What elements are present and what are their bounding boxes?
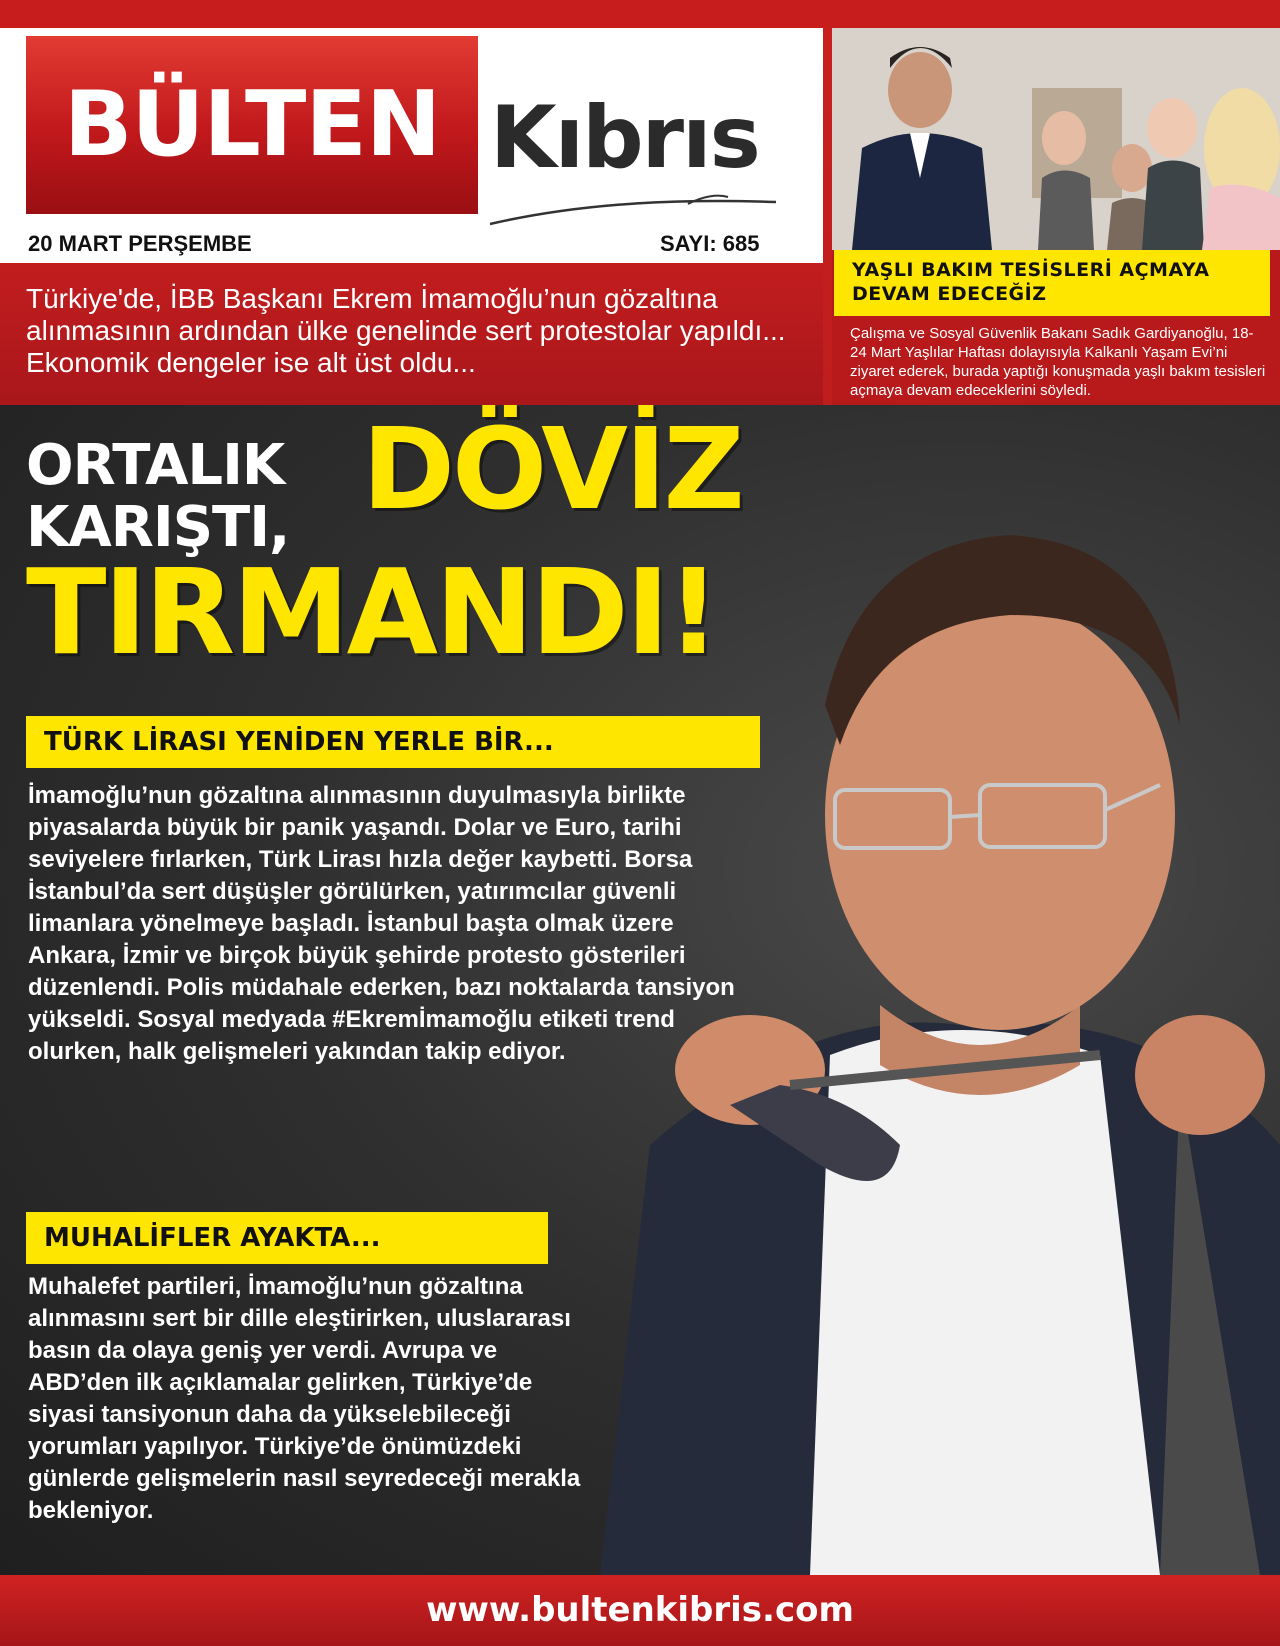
headline-yellow-tirmandi: TIRMANDI! bbox=[26, 543, 718, 681]
logo-bulten-text: BÜLTEN bbox=[63, 72, 441, 177]
top-red-strip bbox=[0, 0, 1280, 28]
side-news-body: Çalışma ve Sosyal Güvenlik Bakanı Sadık Gardiyanoğlu, 18-24 Mart Yaşlılar Haftası dolayısıyla Kalkanlı Yaşam Evi’ni ziyaret ederek, burada yaptığı konuşmada yaşlı bakım tesisleri açmaya devam edeceklerini söyledi. bbox=[850, 325, 1266, 399]
subhead-lira: TÜRK LİRASI YENİDEN YERLE BİR... bbox=[26, 716, 760, 768]
logo-bulten-block bbox=[26, 36, 478, 214]
issue-date: 20 MART PERŞEMBE bbox=[28, 231, 252, 256]
logo-kibris-text: Kıbrıs bbox=[490, 88, 759, 188]
main-story bbox=[0, 405, 1280, 1575]
intro-text: Türkiye'de, İBB Başkanı Ekrem İmamoğlu’nun gözaltına alınmasının ardından ülke genelinde sert protestolar yapıldı... Ekonomik dengeler ise alt üst oldu... bbox=[26, 283, 786, 378]
paragraph-opposition: Muhalefet partileri, İmamoğlu’nun gözaltına alınmasını sert bir dille eleştirirken, uluslararası basın da olaya geniş yer verdi. Avrupa ve ABD’den ilk açıklamalar gelirken, Türkiye’de siyasi tansiyonun daha da yükselebileceği yorumları yapılıyor. Türkiye’de önümüzdeki günlerde gelişmelerin nasıl seyredeceği merakla bekleniyor. bbox=[28, 1273, 581, 1524]
headline-white-line2: KARIŞTI, bbox=[26, 495, 290, 560]
paragraph-economy: İmamoğlu’nun gözaltına alınmasının duyulmasıyla birlikte piyasalarda büyük bir panik yaşandı. Dolar ve Euro, tarihi seviyelere fırlarken, Türk Lirası hızla değer kaybetti. Borsa İstanbul’da sert düşüşler görülürken, yatırımcılar güvenli limanlara yönelmeye başladı. İstanbul başta olmak üzere Ankara, İzmir ve birçok büyük şehirde protesto gösterileri düzenlendi. Polis müdahale ederken, bazı noktalarda tansiyon yükseldi. Sosyal medyada #Ekremİmamoğlu etiketi trend olurken, halk gelişmeleri yakından takip ediyor. bbox=[28, 782, 735, 1065]
masthead bbox=[0, 28, 823, 263]
logo-swoosh-icon bbox=[488, 188, 778, 228]
headline-yellow-doviz: DÖVİZ bbox=[362, 405, 742, 535]
footer-url-link[interactable]: www.bultenkibris.com bbox=[426, 1590, 854, 1630]
issue-number: SAYI: 685 bbox=[660, 231, 760, 256]
headline-white bbox=[26, 435, 289, 559]
side-news-photo bbox=[832, 28, 1280, 250]
intro-summary bbox=[0, 263, 823, 405]
side-news-title-line2: DEVAM EDECEĞİZ bbox=[852, 283, 1047, 305]
footer-bar bbox=[0, 1575, 1280, 1646]
side-news-title-line1: YAŞLI BAKIM TESİSLERİ AÇMAYA bbox=[852, 259, 1210, 281]
subhead-opposition: MUHALİFLER AYAKTA... bbox=[26, 1212, 548, 1264]
side-news-title bbox=[834, 250, 1270, 316]
headline-white-line1: ORTALIK bbox=[26, 433, 285, 498]
side-news bbox=[832, 28, 1280, 405]
side-photo-illustration bbox=[832, 28, 1280, 250]
